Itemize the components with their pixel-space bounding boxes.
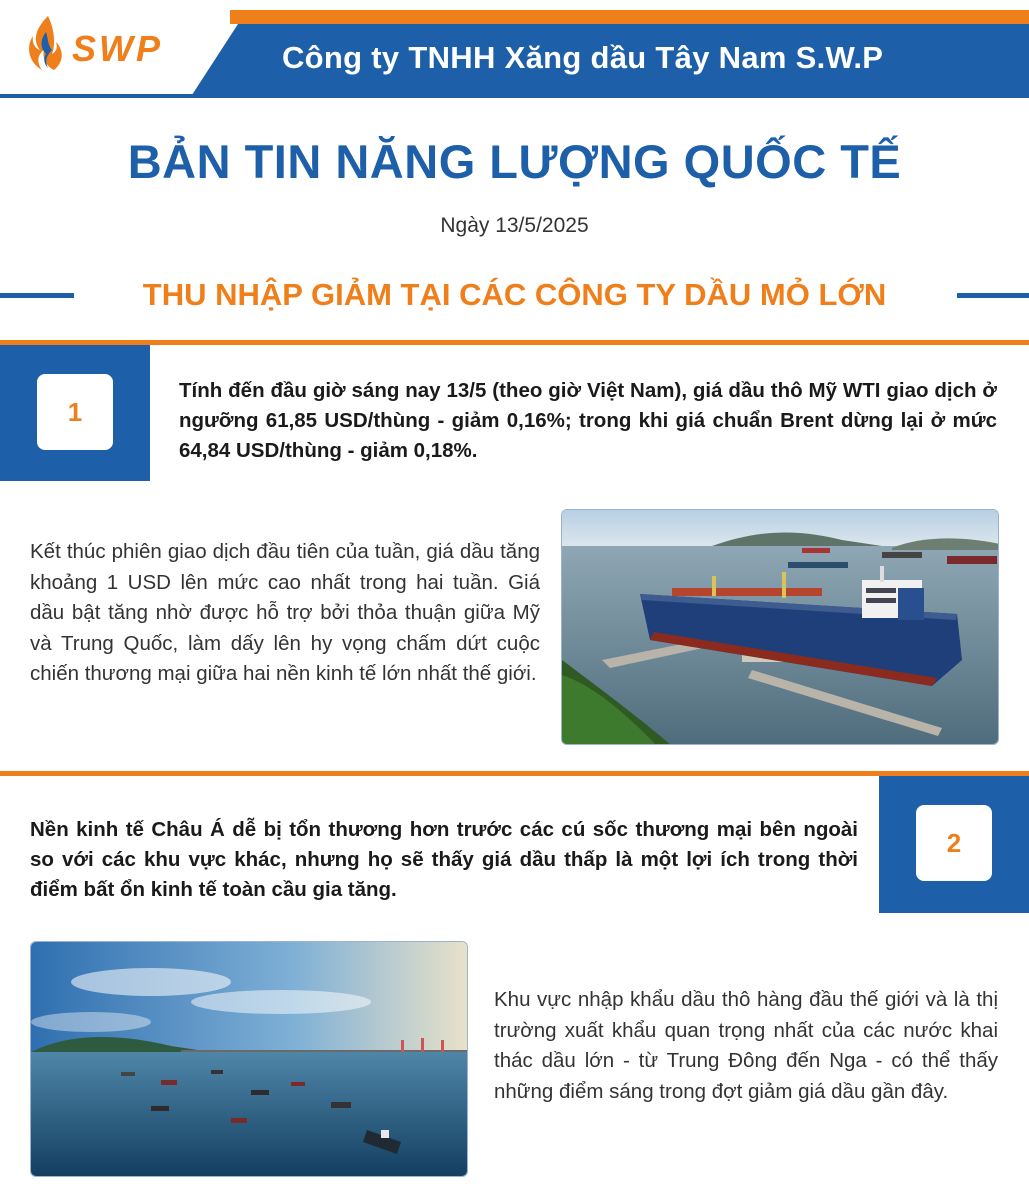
number-badge-2: 2 (916, 805, 992, 881)
bulletin-title: BẢN TIN NĂNG LƯỢNG QUỐC TẾ (127, 135, 902, 188)
bulletin-date: Ngày 13/5/2025 (440, 214, 589, 237)
header-orange-strip (230, 10, 1029, 24)
heading-rule-right (957, 293, 1029, 298)
company-name: Công ty TNHH Xăng dầu Tây Nam S.W.P (282, 40, 884, 75)
block2-body: Khu vực nhập khẩu dầu thô hàng đầu thế giới và là thị trường xuất khẩu quan trọng nhất của các nước khai thác dầu lớn - từ Trung Đông đến Nga - có thể thấy những điểm sáng trong đợt giảm giá dầu gần đây. (494, 988, 998, 1103)
heading-rule-left (0, 293, 74, 298)
block1-highlight: Tính đến đầu giờ sáng nay 13/5 (theo giờ Việt Nam), giá dầu thô Mỹ WTI giao dịch ở ngưỡng 61,85 USD/thùng - giảm 0,16%; trong khi giá chuẩn Brent dừng lại ở mức 64,84 USD/thùng - giảm 0,18%. (179, 379, 997, 462)
block1-body: Kết thúc phiên giao dịch đầu tiên của tuần, giá dầu tăng khoảng 1 USD lên mức cao nhất trong hai tuần. Giá dầu bật tăng nhờ được hỗ trợ bởi thỏa thuận giữa Mỹ và Trung Quốc, làm dấy lên hy vọng chấm dứt cuộc chiến thương mại giữa hai nền kinh tế lớn nhất thế giới. (30, 540, 540, 685)
header-banner (0, 0, 1029, 100)
number-box-1 (0, 345, 150, 481)
section-heading-row (0, 275, 1029, 315)
bay-ships-image (31, 942, 468, 1177)
logo-text: SWP (72, 28, 164, 69)
tanker-port-photo (561, 509, 999, 745)
orange-divider-2 (0, 771, 1029, 776)
swp-logo (22, 14, 202, 76)
tanker-port-image (562, 510, 999, 745)
number-badge-1: 1 (37, 374, 113, 450)
number-box-2 (879, 776, 1029, 913)
orange-divider-1 (0, 340, 1029, 345)
section-heading: THU NHẬP GIẢM TẠI CÁC CÔNG TY DẦU MỎ LỚN (142, 277, 887, 312)
header-bottom-line (0, 94, 1029, 98)
block2-highlight: Nền kinh tế Châu Á dễ bị tổn thương hơn trước các cú sốc thương mại bên ngoài so với các khu vực khác, nhưng họ sẽ thấy giá dầu thấp là một lợi ích trong thời điểm bất ổn kinh tế toàn cầu gia tăng. (30, 818, 858, 901)
bay-ships-photo (30, 941, 468, 1177)
flame-icon (26, 14, 66, 74)
